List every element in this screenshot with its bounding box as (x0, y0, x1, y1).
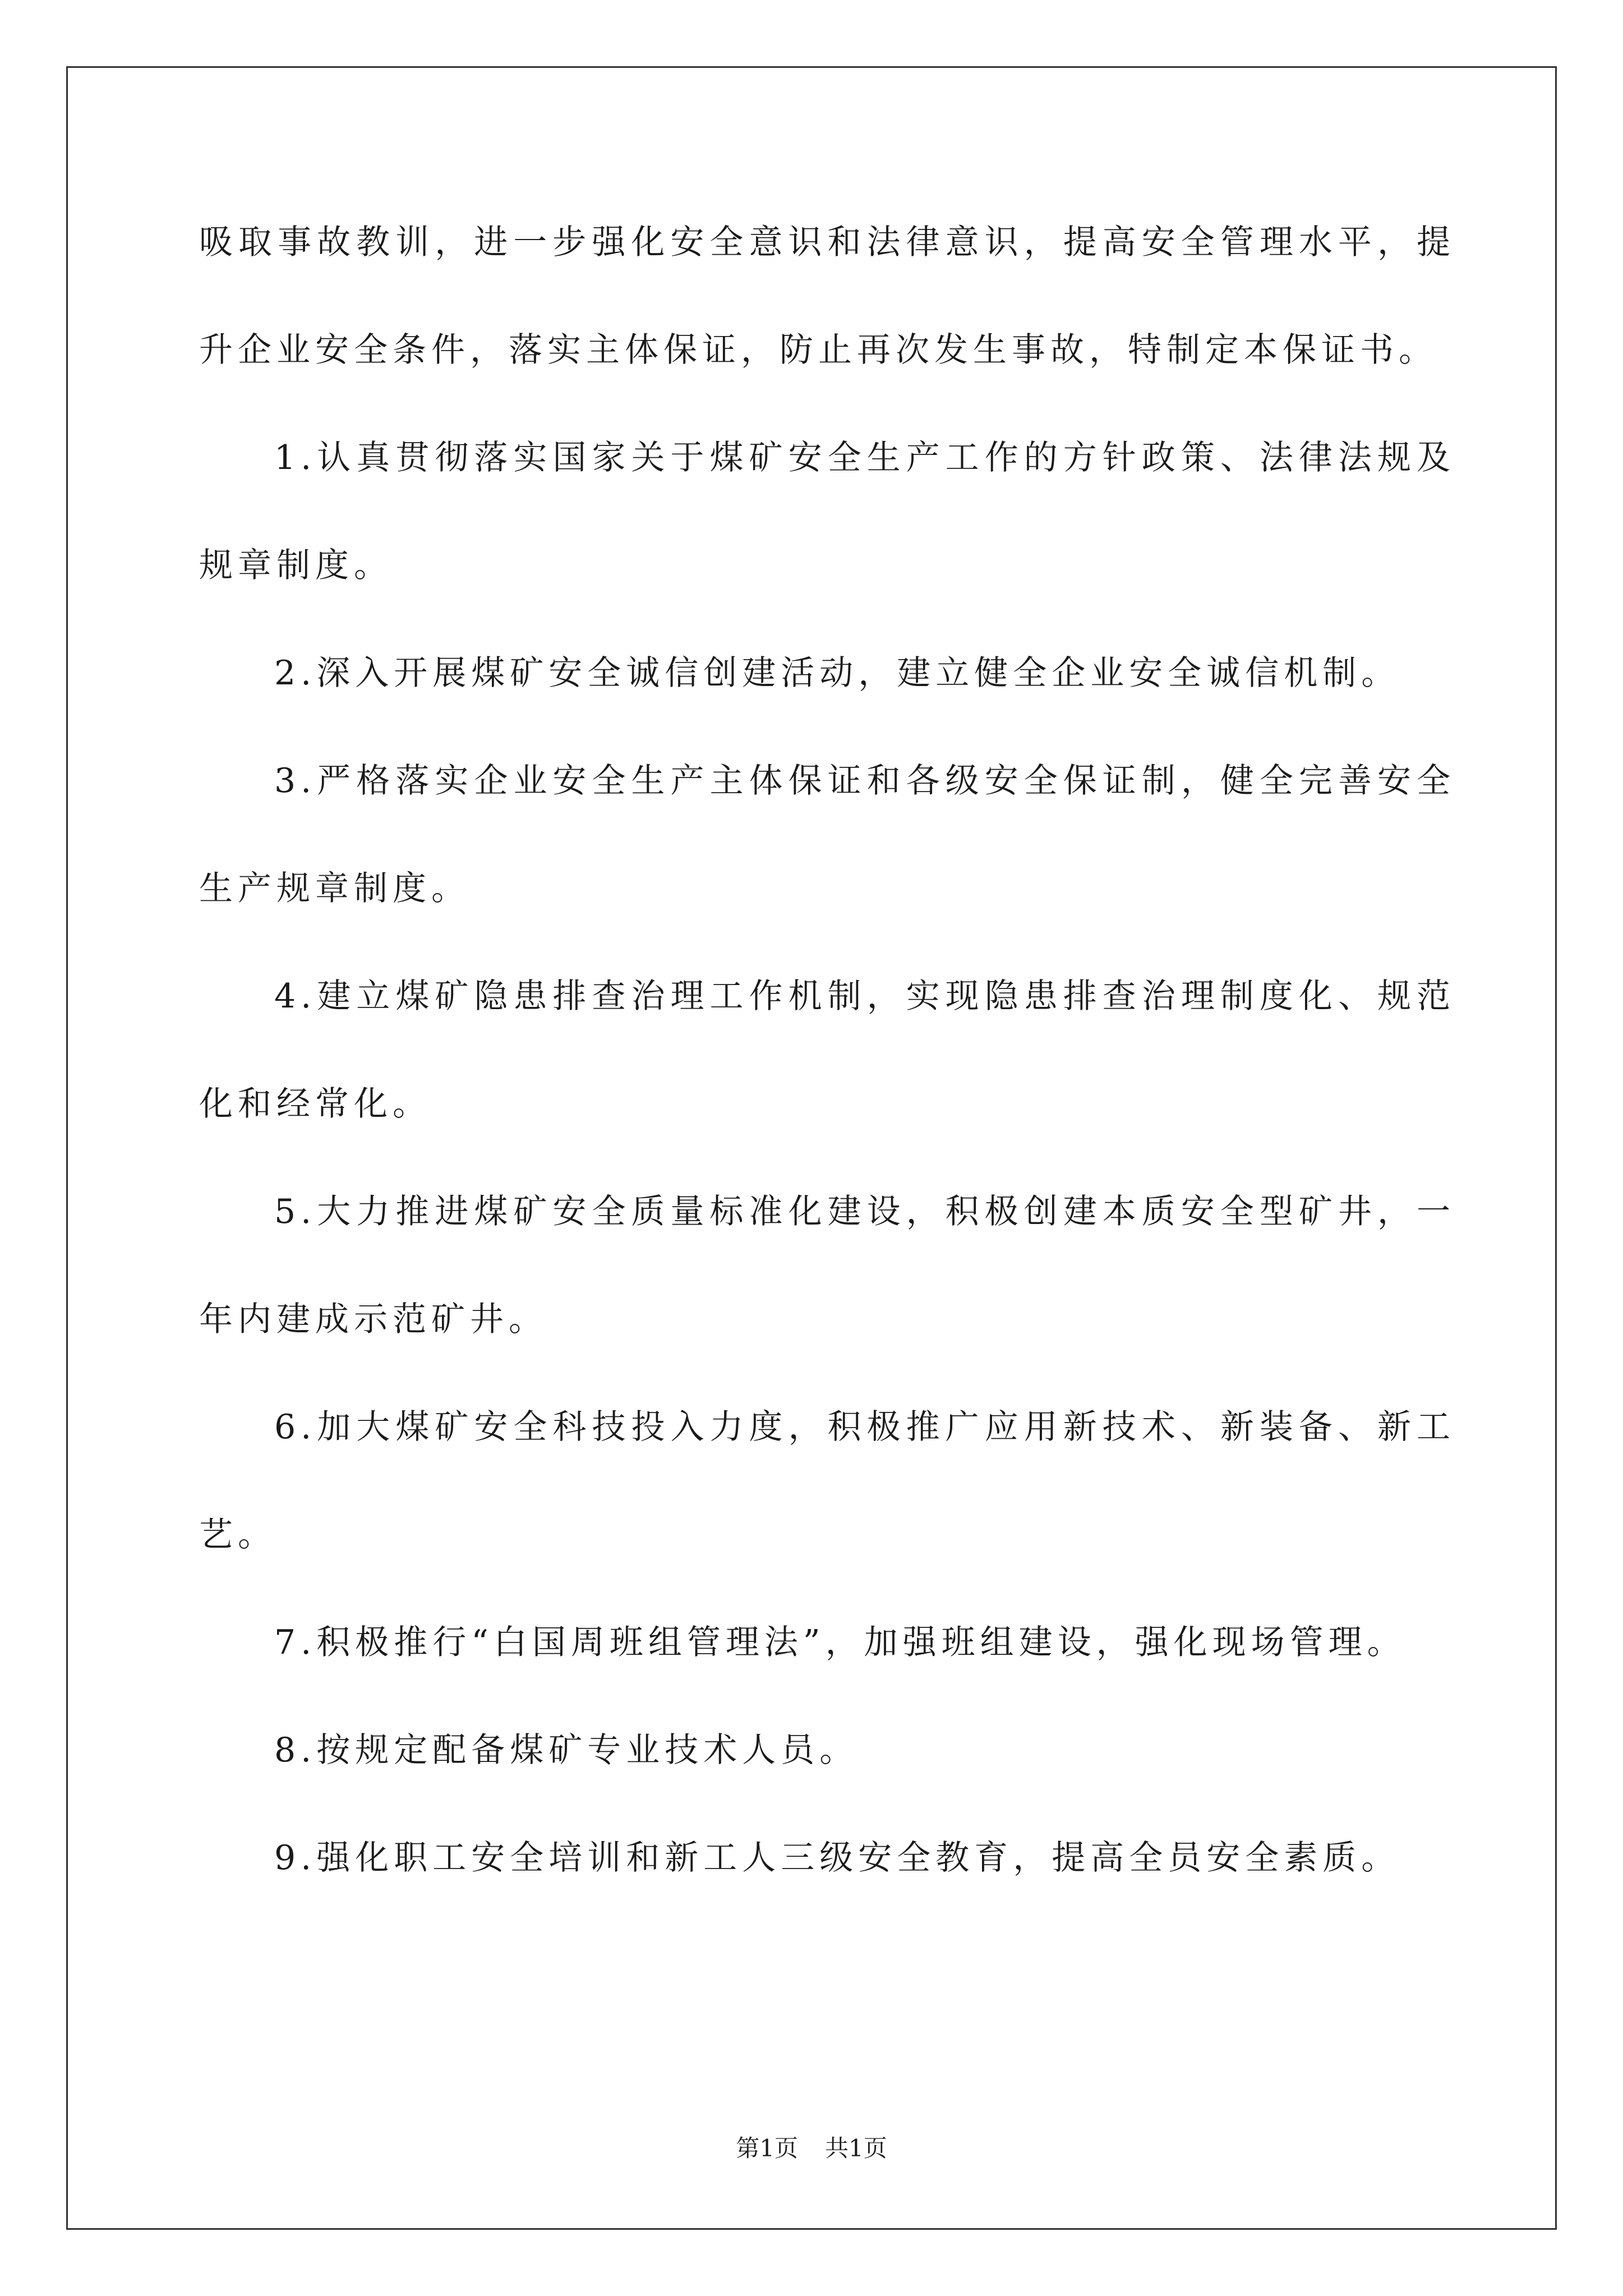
page-footer (0, 2134, 1623, 2162)
document-body (199, 188, 1455, 1912)
paragraph-item-1: 1.认真贯彻落实国家关于煤矿安全生产工作的方针政策、法律法规及规章制度。 (199, 438, 1455, 585)
paragraph-item-3: 3.严格落实企业安全生产主体保证和各级安全保证制，健全完善安全生产规章制度。 (199, 761, 1455, 908)
page-number: 第1页 (736, 2134, 798, 2162)
page-total: 共1页 (825, 2134, 887, 2162)
paragraph-intro: 吸取事故教训，进一步强化安全意识和法律意识，提高安全管理水平，提升企业安全条件，落实主体保证，防止再次发生事故，特制定本保证书。 (199, 223, 1455, 370)
paragraph-item-2: 2.深入开展煤矿安全诚信创建活动，建立健全企业安全诚信机制。 (274, 654, 1400, 693)
paragraph-item-5: 5.大力推进煤矿安全质量标准化建设，积极创建本质安全型矿井，一年内建成示范矿井。 (199, 1192, 1455, 1339)
paragraph-item-6: 6.加大煤矿安全科技投入力度，积极推广应用新技术、新装备、新工艺。 (199, 1407, 1455, 1554)
paragraph-item-9: 9.强化职工安全培训和新工人三级安全教育，提高全员安全素质。 (274, 1838, 1400, 1878)
paragraph-item-7: 7.积极推行“白国周班组管理法”，加强班组建设，强化现场管理。 (274, 1623, 1406, 1662)
paragraph-item-8: 8.按规定配备煤矿专业技术人员。 (274, 1731, 859, 1770)
paragraph-item-4: 4.建立煤矿隐患排查治理工作机制，实现隐患排查治理制度化、规范化和经常化。 (199, 977, 1455, 1124)
